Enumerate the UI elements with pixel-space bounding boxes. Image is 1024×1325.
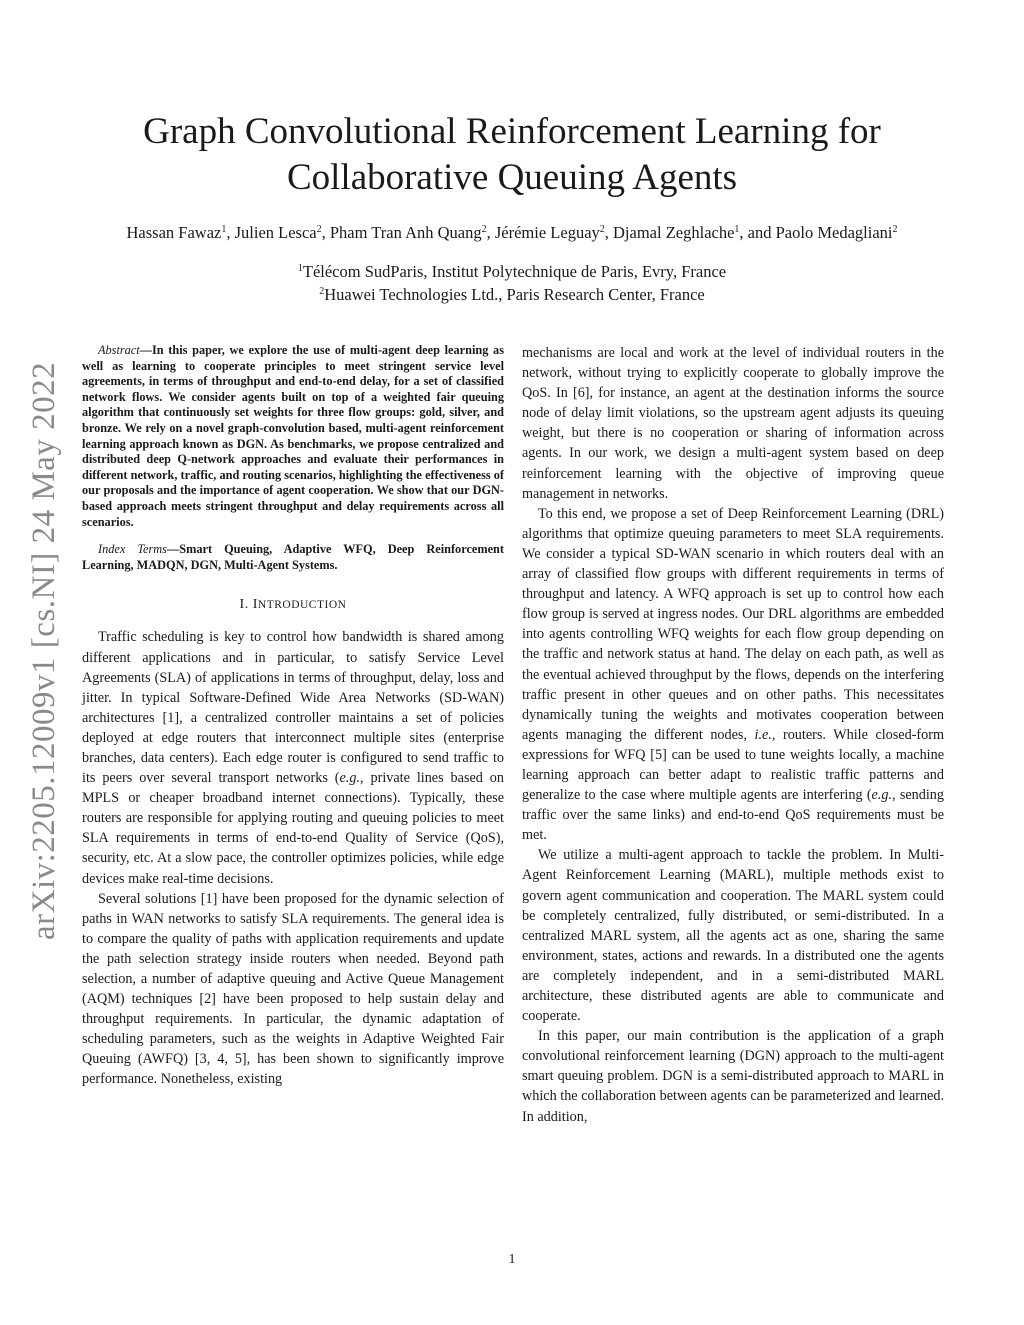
paper-title xyxy=(0,109,1024,201)
page-number: 1 xyxy=(508,1252,516,1267)
author: Pham Tran Anh Quang xyxy=(329,223,482,242)
index-terms xyxy=(82,542,504,573)
abstract-text: —In this paper, we explore the use of multi-agent deep learning as well as learning to cooperate principles to meet stringent service level agreements, in terms of throughput and end-to-end delay, for a set of classified network flows. We consider agents built on top of a weighted fair queuing algorithm that continuously set weights for three flow groups: gold, silver, and bronze. We rely on a novel graph-convolution based, multi-agent reinforcement learning approach known as DGN. As benchmarks, we propose centralized and distributed deep Q-network approaches and evaluate their performances in different network, traffic, and routing scenarios, highlighting the effectiveness of our proposals and the importance of agent cooperation. We show that our DGN-based approach meets stringent throughput and delay requirements across all scenarios. xyxy=(82,343,504,529)
left-body xyxy=(82,627,504,1089)
author: Hassan Fawaz xyxy=(126,223,222,242)
author-affiliation-mark: 2 xyxy=(599,224,605,235)
body-paragraph: We utilize a multi-agent approach to tackle the problem. In Multi-Agent Reinforcement Learning (MARL), multiple methods exist to govern agent communication and cooperation. The MARL system could be completely centralized, fully distributed, or semi-distributed. In a centralized MARL system, all the agents act as one, sharing the same environment, states, actions and rewards. In a distributed one the agents are completely independent, and in a semi-distributed MARL architecture, these distributed agents are able to communicate and cooperate. xyxy=(522,847,944,1025)
body-paragraph: In this paper, our main contribution is the application of a graph convolutional reinforcement learning (DGN) approach to the multi-agent smart queuing problem. DGN is a semi-distributed approach to MARL in which the collaboration between agents can be parameterized and learned. In addition, xyxy=(522,1028,944,1125)
right-body xyxy=(522,343,944,1127)
body-paragraph: mechanisms are local and work at the level of individual routers in the network, without trying to explicitly cooperate to globally improve the QoS. In [6], for instance, an agent at the destination informs the source node of delay limit violations, so the upstream agent adjusts its queuing weight, but there is no cooperation or sharing of information across agents. In our work, we design a multi-agent system based on deep reinforcement learning with the objective of improving queue management in networks. xyxy=(522,345,944,502)
author-affiliation-mark: 1 xyxy=(734,224,740,235)
arxiv-identifier: arXiv:2205.12009v1 [cs.NI] 24 May 2022 xyxy=(26,361,62,940)
author-affiliation-mark: 2 xyxy=(316,224,322,235)
body-paragraph: Traffic scheduling is key to control how bandwidth is shared among different applications and in particular, to satisfy Service Level Agreements (SLA) of applications in terms of throughput, delay, loss and jitter. In typical Software-Defined Wide Area Networks (SD-WAN) architectures [1], a centralized controller maintains a set of policies deployed at edge routers that interconnect multiple sites (enterprise branches, data centers). Each edge router is configured to send traffic to its peers over several transport networks (e.g., private lines based on MPLS or cheaper broadband internet connections). Typically, these routers are responsible for applying routing and queuing policies to meet SLA requirements in terms of end-to-end Quality of Service (QoS), security, etc. At a slow pace, the controller optimizes policies, while edge devices make real-time decisions. xyxy=(82,629,504,887)
author: Djamal Zeghlache xyxy=(613,223,735,242)
body-paragraph: Several solutions [1] have been proposed for the dynamic selection of paths in WAN networks to satisfy SLA requirements. The general idea is to compare the quality of paths with application requirements and update the path selection strategy inside routers when needed. Beyond path selection, a number of adaptive queuing and Active Queue Management (AQM) techniques [2] have been proposed to help sustain delay and throughput requirements. In particular, the dynamic adaptation of scheduling parameters, such as the weights in Adaptive Weighted Fair Queuing (AWFQ) [3, 4, 5], has been shown to significantly improve performance. Nonetheless, existing xyxy=(82,890,504,1088)
author-affiliation-mark: 2 xyxy=(892,224,898,235)
author: Jérémie Leguay xyxy=(494,223,600,242)
section-heading: I. INTRODUCTION xyxy=(239,597,347,613)
title-line-1: Graph Convolutional Reinforcement Learning for xyxy=(143,110,881,152)
affiliation: $^1$Télécom SudParis, Institut Polytechnique de Paris, Evry, France xyxy=(297,262,727,281)
affiliation-list xyxy=(0,260,1024,306)
author: Paolo Medagliani xyxy=(775,223,893,242)
author-affiliation-mark: 1 xyxy=(221,224,227,235)
right-column xyxy=(522,343,944,1127)
title-line-2: Collaborative Queuing Agents xyxy=(286,156,738,198)
author-affiliation-mark: 2 xyxy=(481,224,487,235)
body-paragraph: To this end, we propose a set of Deep Reinforcement Learning (DRL) algorithms that optimize queuing parameters to meet SLA requirements. We consider a typical SD-WAN scenario in which routers deal with an array of classified flow groups with different requirements in terms of throughput and latency. A WFQ approach is set up to control how each flow group is served at ingress nodes. Our DRL algorithms are embedded into agents controlling WFQ weights for each flow group depending on the traffic and network status at hand. The delay on each path, as well as the eventual achieved throughput by the flows, depends on the interfering traffic present in other queues and on other paths. This necessitates dynamically tuning the weights and motivates cooperation between agents managing the different nodes, i.e., routers. While closed-form expressions for WFQ [5] can be used to tune weights locally, a machine learning approach can better adapt to realistic traffic patterns and generalize to the case where multiple agents are interfering (e.g., sending traffic over the same links) and end-to-end QoS requirements must be met. xyxy=(522,505,944,844)
author: Julien Lesca xyxy=(234,223,317,242)
index-terms-label: Index Terms xyxy=(98,542,167,557)
abstract-label: Abstract xyxy=(98,343,140,357)
index-terms-text: —Smart Queuing, Adaptive WFQ, Deep Reinforcement Learning, MADQN, DGN, Multi-Agent Systems. xyxy=(82,542,504,572)
abstract xyxy=(82,343,504,530)
left-column xyxy=(82,343,504,1090)
author-list: Hassan Fawaz$^1$, Julien Lesca$^2$, Pham Tran Anh Quang$^2$, Jérémie Leguay$^2$, Djamal Zeghlache$^1$, and Paolo Medagliani$^2$ xyxy=(126,223,898,242)
affiliation: $^2$Huawei Technologies Ltd., Paris Research Center, France xyxy=(319,285,705,304)
